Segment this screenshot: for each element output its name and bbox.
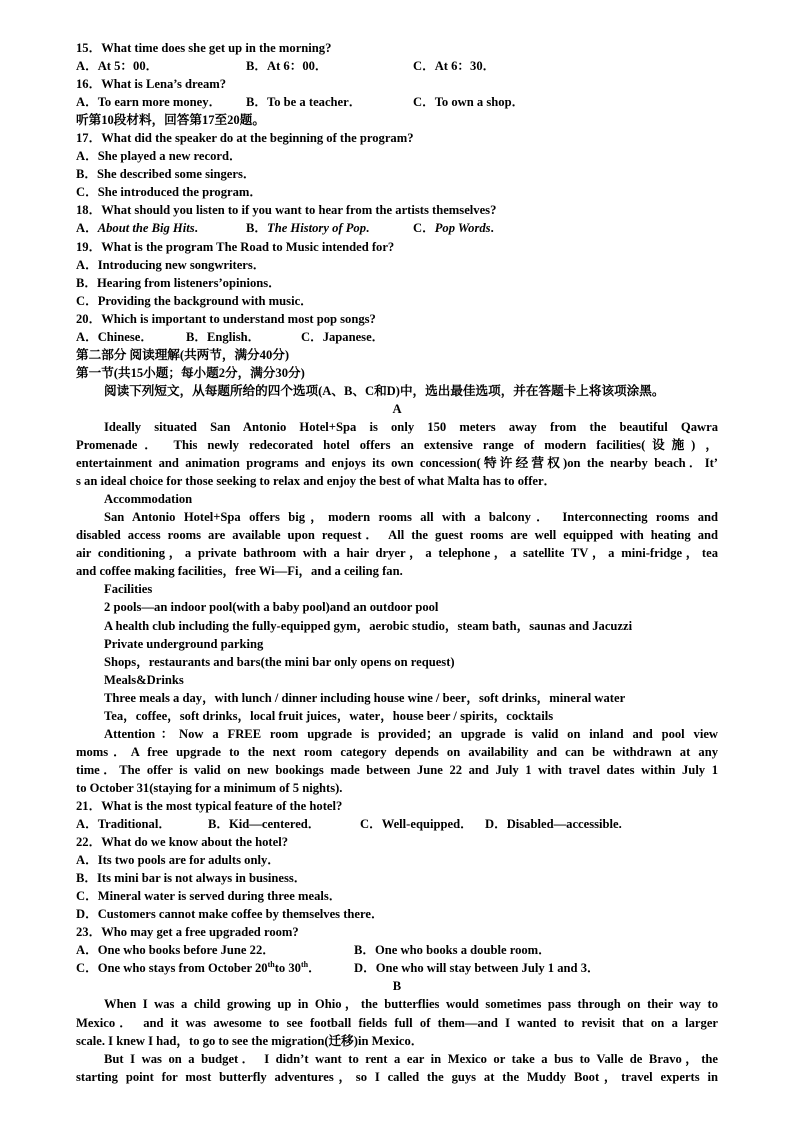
q18-option-a-dot: .	[194, 221, 198, 236]
q16-option-b: B．To be a teacher．	[246, 95, 362, 110]
attention-line: moms．A free upgrade to the next room category depends on availability and can be withdrawn at any	[76, 744, 718, 759]
q19-stem: 19．What is the program The Road to Music intended for?	[76, 239, 395, 254]
passage-b-line: Mexico． and it was awesome to see football fields full of them—and I wanted to revisit that on a larger	[76, 1015, 718, 1030]
q23-stem: 23．Who may get a free upgraded room?	[76, 925, 299, 940]
facilities-heading: Facilities	[104, 582, 153, 597]
passage-b-heading: B	[392, 979, 402, 994]
q20-options	[76, 328, 718, 346]
q18-option-c-dot: .	[490, 221, 494, 236]
facilities-item: Shops，restaurants and bars(the mini bar only opens on request)	[104, 654, 455, 669]
q18-option-a-letter: A．	[76, 221, 98, 236]
q16-options	[76, 93, 718, 111]
q23-option-c-sup: th	[300, 960, 309, 970]
q23-options-ab	[76, 941, 718, 959]
accommodation-line: air conditioning，a private bathroom with a hair dryer，a telephone，a satellite TV，a mini-fridge，tea	[76, 546, 718, 561]
q23-option-d: D．One who will stay between July 1 and 3．	[354, 961, 600, 976]
q23-option-c-text: C．One who stays from October 20	[76, 961, 268, 976]
part-2-heading: 第二部分 阅读理解(共两节，满分40分)	[76, 347, 290, 362]
q17-option-a: A．She played a new record．	[76, 149, 242, 164]
q19-option-c: C．Providing the background with music．	[76, 293, 313, 308]
q20-stem: 20．Which is important to understand most pop songs?	[76, 311, 376, 326]
q18-option-c	[413, 219, 494, 237]
q21-option-b: B．Kid—centered．	[208, 817, 321, 832]
attention-line: time．The offer is valid on new bookings made between June 22 and July 1 with travel dates within July 1	[76, 762, 718, 777]
q23-option-c	[76, 959, 354, 977]
q20-option-c: C．Japanese．	[301, 329, 385, 344]
accommodation-line: San Antonio Hotel+Spa offers big，modern rooms all with a balcony． Interconnecting rooms and	[104, 510, 718, 525]
q15-option-c: C．At 6：30．	[413, 59, 496, 74]
passage-a-line: Promenade． This newly redecorated hotel offers an extensive range of modern facilities(设施) ，	[76, 438, 718, 453]
q15-options	[76, 57, 718, 75]
attention-line: Attention：Now a FREE room upgrade is provided；an upgrade is valid on inland and pool view	[104, 726, 718, 741]
accommodation-line: and coffee making facilities，free Wi—Fi，and a ceiling fan.	[76, 564, 403, 579]
passage-b-line: starting point for most butterfly adventures，so I called the guys at the Muddy Boot，travel experts in	[76, 1069, 718, 1084]
q21-option-c: C．Well-equipped．	[360, 817, 473, 832]
facilities-item: 2 pools—an indoor pool(with a baby pool)and an outdoor pool	[104, 600, 439, 615]
q22-option-c: C．Mineral water is served during three meals．	[76, 889, 342, 904]
q16-option-c: C．To own a shop．	[413, 95, 525, 110]
accommodation-line: disabled access rooms are available upon request． All the guest rooms are well equipped with heating and	[76, 528, 718, 543]
passage-b-line: When I was a child growing up in Ohio，the butterflies would sometimes pass through on their way to	[104, 997, 718, 1012]
section-1-heading: 第一节(共15小题；每小题2分，满分30分)	[76, 365, 305, 380]
q19-option-a: A．Introducing new songwriters．	[76, 257, 266, 272]
q18-option-a-title: About the Big Hits	[97, 221, 195, 236]
q23-option-c-text: to 30	[274, 961, 301, 976]
passage-a-line: Ideally situated San Antonio Hotel+Spa is only 150 meters away from the beautiful Qawra	[104, 419, 718, 434]
q23-option-b: B．One who books a double room．	[354, 943, 551, 958]
q16-stem: 16．What is Lena’s dream?	[76, 77, 227, 92]
q21-option-a: A．Traditional．	[76, 817, 171, 832]
facilities-item: Private underground parking	[104, 636, 264, 651]
passage-a-heading: A	[392, 401, 402, 416]
facilities-item: A health club including the fully-equipped gym，aerobic studio，steam bath，saunas and Jacuzzi	[104, 618, 633, 633]
q23-option-a: A．One who books before June 22．	[76, 943, 275, 958]
q18-option-c-letter: C．	[413, 221, 435, 236]
q22-option-a: A．Its two pools are for adults only．	[76, 853, 280, 868]
passage-b-line: But I was on a budget． I didn’t want to rent a ear in Mexico or take a bus to Valle de Bravo，the	[104, 1051, 718, 1066]
q18-option-b-dot: .	[366, 221, 370, 236]
q17-stem: 17．What did the speaker do at the beginning of the program?	[76, 131, 414, 146]
accommodation-heading: Accommodation	[104, 492, 193, 507]
q15-option-a: A．At 5：00．	[76, 59, 159, 74]
reading-instruction: 阅读下列短文，从每题所给的四个选项(A、B、C和D)中，选出最佳选项，并在答题卡上将该项涂黑。	[104, 383, 665, 398]
q22-option-d: D．Customers cannot make coffee by themselves there．	[76, 907, 384, 922]
q19-option-b: B．Hearing from listeners’opinions．	[76, 275, 281, 290]
section-10-instruction: 听第10段材料，回答第17至20题。	[76, 113, 265, 128]
q21-options	[76, 815, 718, 833]
q23-option-c-sup: th	[267, 960, 275, 970]
q21-option-d: D．Disabled—accessible.	[485, 817, 622, 832]
q15-stem: 15．What time does she get up in the morning?	[76, 41, 332, 55]
q17-option-c: C．She introduced the program．	[76, 185, 262, 200]
q20-option-b: B．English．	[186, 329, 261, 344]
passage-b-line: scale. I knew I had，to go to see the migration(迁移)in Mexico．	[76, 1033, 424, 1048]
q18-option-a	[76, 219, 246, 237]
q18-option-b	[246, 219, 413, 237]
q18-option-b-title: The History of Pop	[267, 221, 366, 236]
meals-item: Tea，coffee，soft drinks，local fruit juices，water，house beer / spirits，cocktails	[104, 708, 554, 723]
q22-stem: 22．What do we know about the hotel?	[76, 835, 289, 850]
q20-option-a: A．Chinese．	[76, 329, 153, 344]
q15-option-b: B．At 6：00．	[246, 59, 328, 74]
q23-option-c-text: ．	[308, 961, 321, 976]
q16-option-a: A．To earn more money．	[76, 95, 222, 110]
meals-heading: Meals&Drinks	[104, 672, 184, 687]
passage-a-line: s an ideal choice for those seeking to relax and enjoy the best of what Malta has to offer．	[76, 474, 557, 489]
exam-page	[76, 39, 718, 1086]
q18-option-b-letter: B．	[246, 221, 267, 236]
q21-stem: 21．What is the most typical feature of the hotel?	[76, 798, 343, 813]
q17-option-b: B．She described some singers．	[76, 167, 256, 182]
q23-options-cd	[76, 959, 718, 977]
q22-option-b: B．Its mini bar is not always in business．	[76, 871, 307, 886]
q18-stem: 18．What should you listen to if you want to hear from the artists themselves?	[76, 203, 497, 218]
q18-option-c-title: Pop Words	[434, 221, 491, 236]
passage-a-line: entertainment and animation programs and enjoys its own concession(特许经营权)on the nearby beach．It’	[76, 456, 718, 471]
attention-line: to October 31(staying for a minimum of 5 nights).	[76, 780, 343, 795]
meals-item: Three meals a day，with lunch / dinner including house wine / beer，soft drinks，mineral water	[104, 690, 626, 705]
q18-options	[76, 219, 718, 237]
